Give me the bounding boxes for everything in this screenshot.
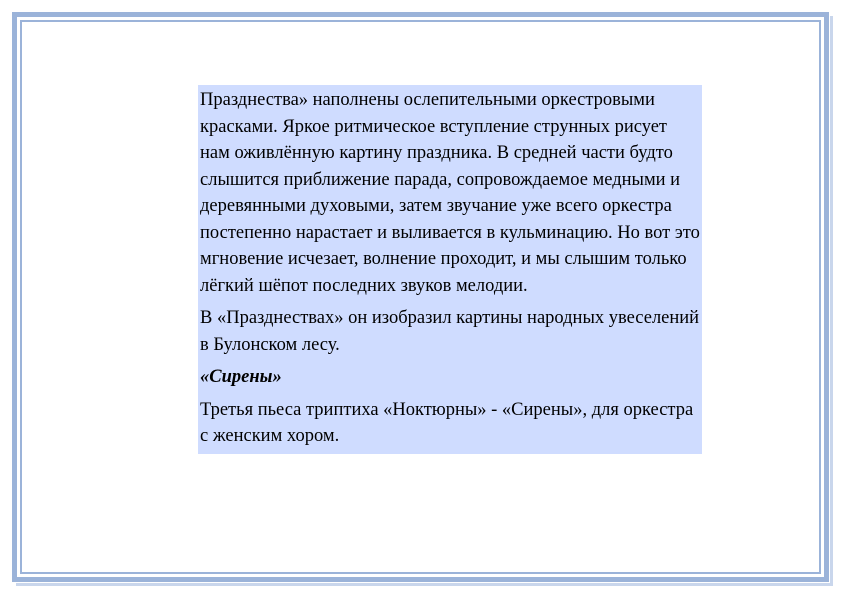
heading-sirens: «Сирены»	[200, 367, 282, 387]
paragraph-sirens-description: Третья пьеса триптиха «Ноктюрны» - «Сирены», для оркестра с женским хором.	[200, 399, 694, 446]
paragraph-festivals-description: Празднества» наполнены ослепительными оркестровыми красками. Яркое ритмическое вступление струнных рисует нам оживлённую картину праздника. В средней части будто слышится приближение парада, сопровождаемое медными и деревянными духовыми, затем звучание уже всего оркестра постепенно нарастает и выливается в кульминацию. Но вот это мгновение исчезает, волнение проходит, и мы слышим только лёгкий шёпот последних звуков мелодии.	[200, 90, 700, 296]
text-box	[198, 85, 702, 454]
paragraph-festivals-summary: В «Празднествах» он изобразил картины народных увеселений в Булонском лесу.	[200, 308, 700, 355]
